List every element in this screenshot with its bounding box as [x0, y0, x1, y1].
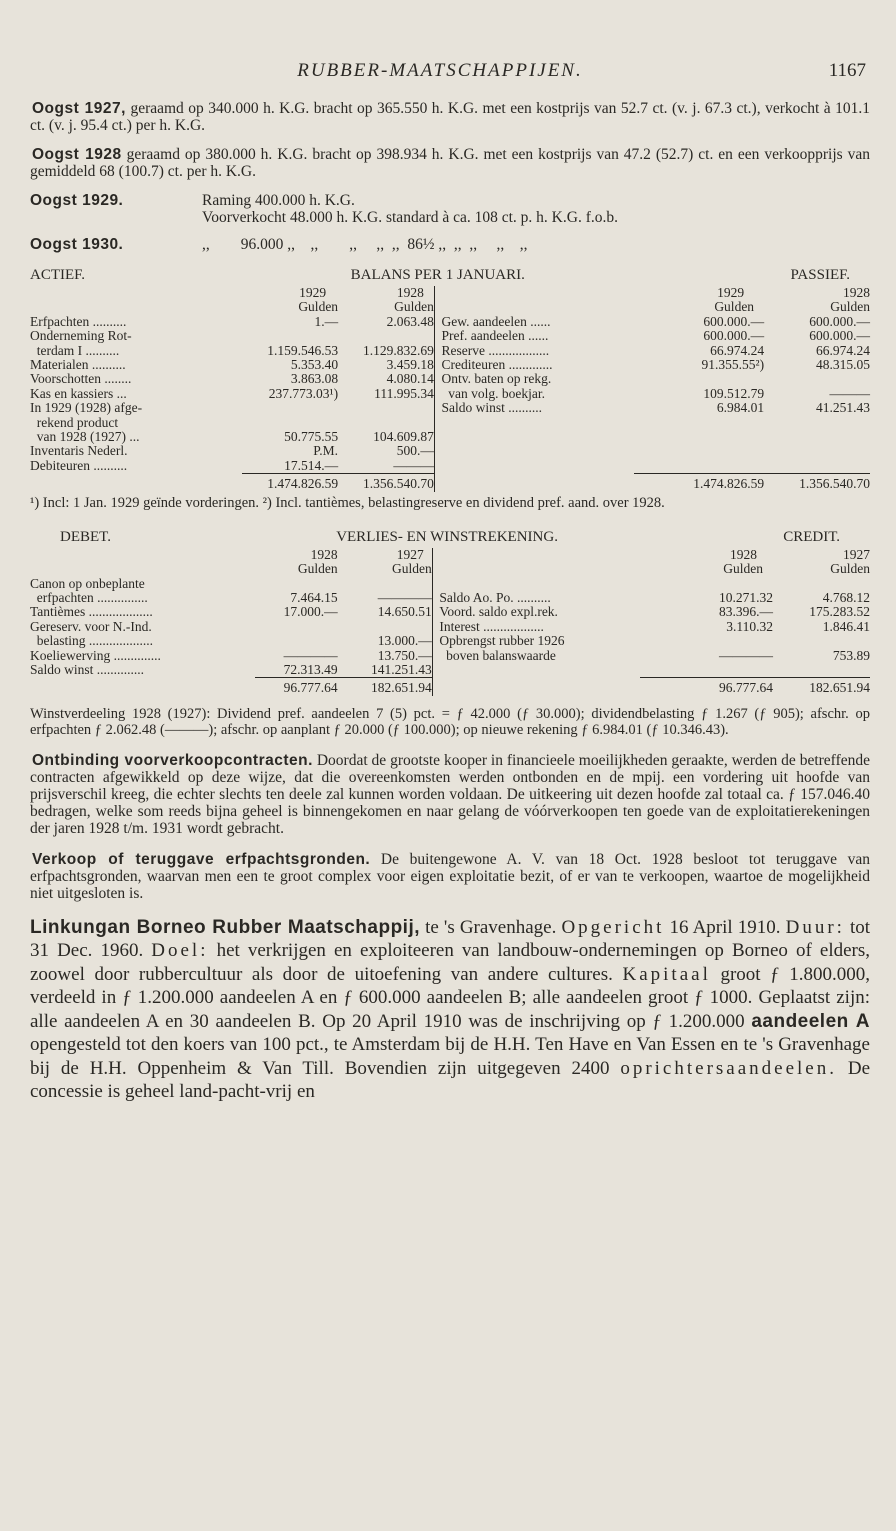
balans-year-d: 1928	[843, 285, 870, 300]
balans-left-value-b	[338, 416, 434, 430]
oogst-1928	[30, 146, 870, 180]
balans-year-a: 1929	[299, 285, 327, 300]
balans-label: Voorschotten ........	[30, 371, 132, 387]
vw-total-a: 96.777.64	[255, 678, 338, 696]
ontbinding-heading: Ontbinding voorverkoopcontracten.	[32, 751, 313, 769]
vw-left-value-b	[338, 577, 433, 591]
balans-year-b: 1928	[396, 285, 424, 300]
balans-label: Erfpachten ..........	[30, 313, 127, 329]
vw-left-value-b: ————	[377, 589, 432, 605]
vw-right-value-a	[640, 663, 773, 678]
balans-right-value-a	[634, 416, 764, 430]
vw-separator	[432, 634, 439, 648]
vw-debet-title: DEBET.	[60, 528, 111, 545]
balans-right-value-a: 109.512.79	[703, 385, 765, 401]
vw-total-d: 182.651.94	[773, 678, 870, 696]
balans-label: Materialen ..........	[30, 357, 126, 373]
balans-left-value-a: 237.773.03¹)	[268, 385, 339, 401]
vw-label: belasting ...................	[30, 633, 153, 649]
vw-right-label: Saldo Ao. Po. ..........	[439, 589, 551, 605]
balans-right-label: Saldo winst ..........	[441, 400, 543, 416]
balans-label: van 1928 (1927) ...	[30, 429, 140, 445]
balans-row	[30, 315, 870, 329]
verkoop-heading: Verkoop of teruggave erfpachtsgronden.	[32, 850, 371, 868]
balans-left-value-b: 111.995.34	[374, 385, 434, 401]
vw-right-value-b	[773, 577, 870, 591]
balans-right-value-b: 600.000.—	[809, 313, 870, 329]
balans-left-value-a: P.M.	[313, 443, 339, 459]
vw-left-value-b: 141.251.43	[370, 661, 432, 677]
balans-left-value-a: 3.863.08	[290, 371, 339, 387]
balans-unit-d: Gulden	[830, 299, 870, 315]
linkungan-seat: te 's Gravenhage.	[425, 916, 557, 938]
balans-label: Inventaris Nederl.	[30, 443, 128, 459]
vw-right-label: Opbrengst rubber 1926	[439, 633, 565, 649]
vw-right-label: Interest ..................	[439, 618, 544, 634]
ontbinding-section	[30, 752, 870, 837]
balans-right-label	[442, 459, 635, 474]
vw-right-value-b	[773, 663, 870, 678]
balans-right-value-b	[764, 459, 870, 474]
balans-right-value-a	[634, 444, 764, 458]
vw-right-value-b: 753.89	[832, 647, 870, 663]
balans-unit-c: Gulden	[714, 299, 755, 315]
vw-total-c: 96.777.64	[640, 678, 773, 696]
balans-left-value-b: 3.459.18	[386, 357, 434, 373]
balans-total-a: 1.474.826.59	[242, 474, 338, 492]
balans-right-value-a: 600.000.—	[703, 328, 765, 344]
vw-right-value-a	[640, 577, 773, 591]
vw-left-value-b: 14.650.51	[377, 604, 432, 620]
balans-left-value-a	[242, 416, 338, 430]
linkungan-section	[30, 916, 870, 1104]
balans-title: BALANS PER 1 JANUARI.	[350, 267, 525, 283]
page-number: 1167	[828, 60, 866, 81]
balans-left-value-a: 5.353.40	[290, 357, 339, 373]
vw-total-b: 182.651.94	[338, 678, 433, 696]
balans-right-value-b: 48.315.05	[816, 357, 870, 373]
vw-label: Saldo winst ..............	[30, 661, 145, 677]
kapitaal-label: Kapitaal	[622, 963, 711, 985]
balans-right-value-a: 91.355.55²)	[701, 357, 765, 373]
balans-separator	[434, 344, 441, 358]
vw-separator	[432, 577, 439, 591]
linkungan-name: Linkungan Borneo Rubber Maatschappij,	[30, 916, 421, 938]
balans-separator	[434, 372, 441, 386]
oogst-1929	[30, 192, 870, 226]
balans-separator	[434, 358, 441, 372]
vw-table	[30, 548, 870, 696]
balans-right-value-b: ———	[829, 385, 870, 401]
vw-right-value-a: ————	[718, 647, 773, 663]
balans-separator	[434, 416, 441, 430]
vw-separator	[432, 605, 439, 619]
balans-separator	[434, 459, 441, 474]
balans-caption	[30, 267, 870, 284]
balans-label: terdam I ..........	[30, 342, 120, 358]
balans-separator	[434, 387, 441, 401]
vw-caption	[30, 529, 870, 546]
balans-row	[30, 329, 870, 343]
vw-left-value-a: 7.464.15	[290, 589, 338, 605]
balans-right-value-b	[764, 444, 870, 458]
aandeelen-a-label: aandeelen A	[751, 1010, 871, 1032]
vw-total-row	[30, 678, 870, 696]
balans-left-value-a: 50.775.55	[284, 429, 339, 445]
oogst-1927-label: Oogst 1927,	[32, 100, 126, 117]
oogst-1930-label: Oogst 1930.	[30, 236, 124, 253]
balans-table	[30, 286, 870, 492]
balans-note: ¹) Incl: 1 Jan. 1929 geïnde vorderingen. ²) Incl. tantièmes, belastingreserve en dividend pref. aand. over 1928.	[30, 494, 665, 511]
balans-label: rekend product	[30, 414, 119, 430]
verkoop-section	[30, 851, 870, 902]
vw-right-value-b: 175.283.52	[809, 604, 870, 620]
ontbinding-text: Doordat de grootste kooper in financieele moeilijkheden geraakte, werden de betreffende contracten afgewikkeld op deze wijze, dat die overeenkomsten werden ontbonden en de mpij. een vordering uit hoofde van prijsverschil kreeg, die echter slechts ten deele zal kunnen worden voldaan. De uitkeering uit dezen hoofde zal totaal ca. ƒ 157.046.40 bedragen, welke som reeds bijna geheel is binnengekomen en naar gelang de vóórverkoopen ten goede van de exploitatierekeningen der jaren 1928 t/m. 1931 wordt gebracht.	[30, 751, 870, 837]
balans-right-label	[442, 444, 635, 458]
balans-left-value-b: 2.063.48	[386, 313, 434, 329]
oogst-1928-label: Oogst 1928	[32, 146, 122, 163]
vw-row	[30, 620, 870, 634]
balans-right-label: Reserve ..................	[441, 342, 550, 358]
vw-unit-d: Gulden	[830, 561, 870, 577]
vw-left-value-b: 13.000.—	[377, 633, 432, 649]
oogst-1929-line2: Voorverkocht 48.000 h. K.G. standard à ca. 108 ct. p. h. K.G. f.o.b.	[202, 209, 618, 226]
oogst-1929-line1: Raming 400.000 h. K.G.	[202, 192, 355, 209]
vw-unit-b: Gulden	[391, 561, 432, 577]
balans-year-c: 1929	[717, 285, 745, 300]
vw-row	[30, 591, 870, 605]
kapitaal-value: groot ƒ 1.800.000, verdeeld in ƒ 1.200.000 aandeelen A en ƒ 600.000 aandeelen B; alle aandeelen groot ƒ 1000. Geplaatst zijn: alle aandeelen A en 30 aandeelen B. Op 20 April 1910 was de inschrijving op ƒ 1.200.000	[30, 963, 871, 1032]
balans-right-value-b: 66.974.24	[816, 342, 870, 358]
balans-left-value-b	[338, 329, 434, 343]
balans-row	[30, 444, 870, 458]
oogst-1929-lines	[202, 192, 618, 226]
vw-row	[30, 634, 870, 648]
oogst-1927	[30, 100, 870, 134]
oogst-1930	[30, 236, 870, 253]
vw-right-value-b	[773, 634, 870, 648]
vw-separator	[432, 620, 439, 634]
balans-right-label: van volg. boekjar.	[441, 385, 546, 401]
balans-right-label: Pref. aandeelen ......	[441, 328, 549, 344]
vw-row	[30, 649, 870, 663]
vw-label: erfpachten ...............	[30, 589, 148, 605]
balans-separator	[434, 444, 441, 458]
balans-actief-title: ACTIEF.	[30, 267, 86, 283]
vw-label: Tantièmes ...................	[30, 604, 153, 620]
vw-right-label: Voord. saldo expl.rek.	[439, 604, 558, 620]
balans-right-value-a: 66.974.24	[710, 342, 765, 358]
vw-year-row	[30, 548, 870, 562]
balans-left-value-b: 500.—	[396, 443, 434, 459]
duur-label: Duur:	[785, 916, 845, 938]
balans-unit-b: Gulden	[394, 299, 434, 315]
balans-right-value-a: 6.984.01	[716, 400, 765, 416]
oogst-1929-label: Oogst 1929.	[30, 192, 124, 209]
balans-left-value-b: 104.609.87	[373, 429, 434, 445]
balans-left-value-b: 4.080.14	[386, 371, 434, 387]
balans-right-value-b	[764, 430, 870, 444]
balans-right-value-a: 600.000.—	[703, 313, 765, 329]
balans-label: Onderneming Rot-	[30, 328, 132, 344]
vw-unit-row	[30, 562, 870, 576]
balans-right-value-b: 600.000.—	[809, 328, 870, 344]
balans-right-label	[442, 416, 635, 430]
balans-right-label: Crediteuren .............	[441, 357, 553, 373]
vw-left-value-a: 72.313.49	[283, 661, 338, 677]
balans-row	[30, 358, 870, 372]
vw-right-label	[439, 663, 640, 678]
balans-separator	[434, 315, 441, 329]
vw-row	[30, 663, 870, 678]
balans-left-value-a	[242, 401, 338, 415]
vw-year-d: 1927	[843, 546, 870, 562]
vw-separator	[432, 591, 439, 605]
balans-right-value-a	[634, 459, 764, 474]
vw-left-value-a	[255, 577, 338, 591]
balans-row	[30, 344, 870, 358]
balans-row	[30, 459, 870, 474]
vw-row	[30, 605, 870, 619]
vw-year-c: 1928	[729, 546, 757, 562]
balans-right-label: Ontv. baten op rekg.	[441, 371, 552, 387]
vw-label: Canon op onbeplante	[30, 575, 145, 591]
balans-left-value-a: 1.159.546.53	[267, 342, 339, 358]
balans-right-value-b	[764, 416, 870, 430]
balans-passief-title: PASSIEF.	[790, 267, 850, 283]
balans-total-row	[30, 474, 870, 492]
balans-row	[30, 430, 870, 444]
vw-right-value-b: 1.846.41	[822, 618, 870, 634]
vw-left-value-b: 13.750.—	[377, 647, 432, 663]
vw-left-value-a	[255, 620, 338, 634]
vw-year-b: 1927	[396, 546, 424, 562]
balans-separator	[434, 401, 441, 415]
vw-separator	[432, 649, 439, 663]
balans-left-value-a: 1.—	[314, 313, 339, 329]
vw-label: Koeliewerving ..............	[30, 647, 161, 663]
balans-left-value-a: 17.514.—	[284, 457, 339, 473]
vw-credit-title: CREDIT.	[783, 528, 840, 545]
concessie-text: De concessie is geheel land-pacht-vrij en	[30, 1057, 870, 1103]
oprichters-label: oprichtersaandeelen.	[620, 1057, 837, 1079]
balans-total-c: 1.474.826.59	[634, 474, 764, 492]
page-header	[0, 60, 896, 84]
oogst-1928-text: geraamd op 380.000 h. K.G. bracht op 398.934 h. K.G. met een kostprijs van 47.2 (52.7) ct. en een verkoopprijs van gemiddeld 68 (100.7) ct. per h. K.G.	[30, 146, 870, 180]
vw-right-label	[439, 577, 640, 591]
balans-unit-row	[30, 300, 870, 314]
vw-right-value-b: 4.768.12	[822, 589, 870, 605]
balans-label: Debiteuren ..........	[30, 457, 128, 473]
balans-label: In 1929 (1928) afge-	[30, 400, 143, 416]
page-body	[30, 100, 870, 1104]
balans-left-value-b: 1.129.832.69	[362, 342, 434, 358]
vw-left-value-a: ————	[283, 647, 338, 663]
vw-left-value-a	[255, 634, 338, 648]
balans-separator	[434, 430, 441, 444]
vw-row	[30, 577, 870, 591]
vw-right-value-a	[640, 634, 773, 648]
vw-separator	[432, 663, 439, 678]
balans-label: Kas en kassiers ...	[30, 385, 127, 401]
vw-right-value-a: 83.396.—	[718, 604, 773, 620]
vw-right-value-a: 3.110.32	[726, 618, 773, 634]
balans-right-value-b: 41.251.43	[816, 400, 870, 416]
vw-label: Gereserv. voor N.-Ind.	[30, 618, 152, 634]
balans-row	[30, 387, 870, 401]
vw-unit-c: Gulden	[723, 561, 763, 577]
balans-right-label	[442, 430, 635, 444]
vw-right-value-a: 10.271.32	[718, 589, 773, 605]
balans-year-row	[30, 286, 870, 300]
vw-year-a: 1928	[310, 546, 338, 562]
running-title: RUBBER-MAATSCHAPPIJEN.	[297, 60, 583, 81]
oogst-1927-text: geraamd op 340.000 h. K.G. bracht op 365.550 h. K.G. met een kostprijs van 52.7 ct. (v. j. 67.3 ct.), verkocht à 101.1 ct. (v. j. 95.4 ct.) per h. K.G.	[30, 100, 870, 134]
balans-separator	[434, 329, 441, 343]
vw-left-value-a: 17.000.—	[283, 604, 338, 620]
vw-unit-a: Gulden	[297, 561, 338, 577]
balans-left-value-b: ———	[393, 457, 434, 473]
oogst-1930-text: ,, 96.000 ,, ,, ,, ,, ,, 86½ ,, ,, ,, ,, ,,	[202, 236, 528, 253]
balans-right-label: Gew. aandeelen ......	[441, 313, 551, 329]
emissie-text: opengesteld tot den koers van 100 pct., te Amsterdam bij de H.H. Ten Have en Van Essen en te 's Gravenhage bij de H.H. Oppenheim & Van Till. Bovendien zijn uitgegeven 2400	[30, 1034, 870, 1079]
doel-value: het verkrijgen en exploiteeren van landbouw-ondernemingen op Borneo of elders, zoowel door rubbercultuur als door de uitoefening van andere cultures.	[30, 940, 870, 985]
balans-right-value-b	[764, 372, 870, 386]
duur-value: tot 31 Dec. 1960.	[30, 916, 871, 962]
balans-total-b: 1.356.540.70	[338, 474, 434, 492]
opgericht-label: Opgericht	[561, 916, 665, 938]
vw-right-label: boven balanswaarde	[439, 647, 556, 663]
vw-title: VERLIES- EN WINSTREKENING.	[336, 528, 558, 545]
balans-left-value-b	[338, 401, 434, 415]
opgericht-value: 16 April 1910.	[669, 916, 781, 938]
doel-label: Doel:	[151, 940, 209, 962]
balans-right-value-a	[634, 430, 764, 444]
balans-total-d: 1.356.540.70	[764, 474, 870, 492]
balans-right-value-a	[634, 372, 764, 386]
verkoop-text: De buitengewone A. V. van 18 Oct. 1928 besloot tot teruggave van erfpachtsgronden, waarvan men een te groot complex voor eigen exploitatie bezit, of er van te verkoopen, waartoe de mogelijkheid niet uitgesloten is.	[30, 850, 871, 902]
balans-row	[30, 416, 870, 430]
winstverdeeling: Winstverdeeling 1928 (1927): Dividend pref. aandeelen 7 (5) pct. = ƒ 42.000 (ƒ 30.000); dividendbelasting ƒ 1.267 (ƒ 905); afschr. op erfpachten ƒ 2.062.48 (———); afschr. op aanplant ƒ 20.000 (ƒ 100.000); op nieuwe rekening ƒ 6.984.01 (ƒ 10.346.43).	[30, 705, 870, 738]
balans-unit-a: Gulden	[298, 299, 339, 315]
balans-row	[30, 372, 870, 386]
balans-left-value-a	[242, 329, 338, 343]
balans-row	[30, 401, 870, 415]
vw-left-value-b	[338, 620, 433, 634]
